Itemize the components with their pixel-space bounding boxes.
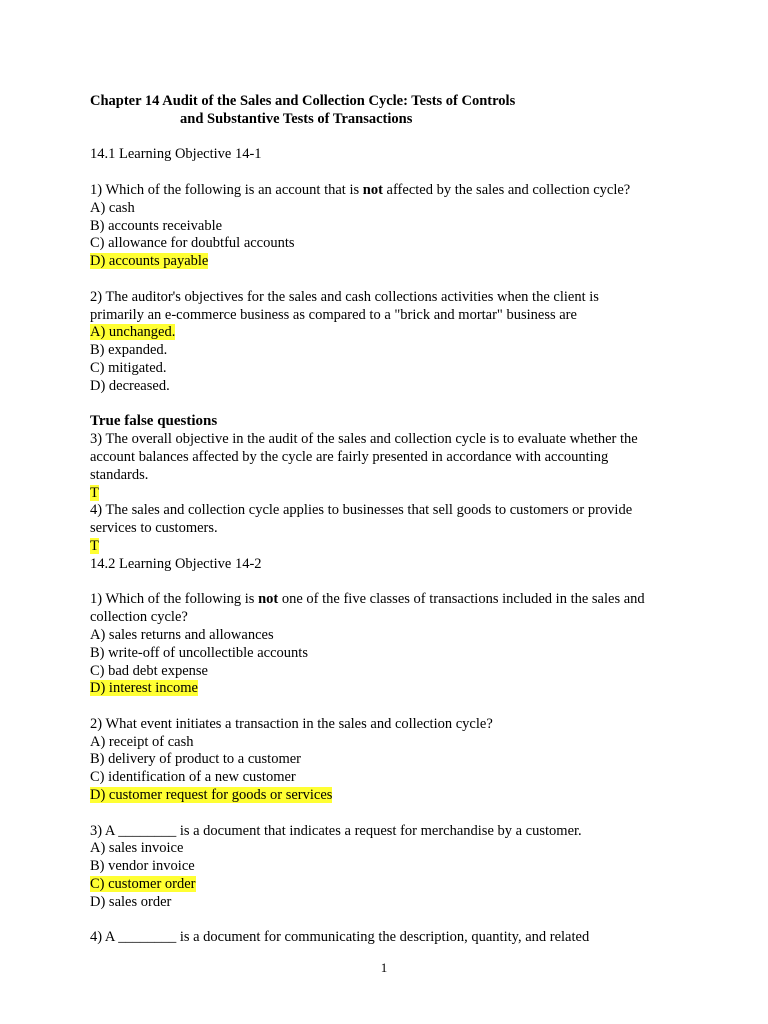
answer-option: B) expanded. xyxy=(90,342,168,359)
emphasis-not: not xyxy=(258,591,279,608)
question-text-part: 1) Which of the following is xyxy=(90,591,259,608)
question-text: collection cycle? xyxy=(90,609,188,626)
learning-objective-14-2-heading: 14.2 Learning Objective 14-2 xyxy=(90,555,262,572)
answer-option: A) sales returns and allowances xyxy=(90,626,274,643)
learning-objective-14-1-heading: 14.1 Learning Objective 14-1 xyxy=(90,146,262,163)
question-text: 4) A ________ is a document for communicating the description, quantity, and related xyxy=(90,929,590,946)
true-false-heading: True false questions xyxy=(90,413,218,430)
question-text: 2) What event initiates a transaction in the sales and collection cycle? xyxy=(90,715,493,732)
answer-option: C) mitigated. xyxy=(90,359,167,376)
answer-option: B) accounts receivable xyxy=(90,217,223,234)
correct-answer-option: D) accounts payable xyxy=(90,253,209,270)
answer-option: C) bad debt expense xyxy=(90,662,208,679)
question-text-part: affected by the sales and collection cycle? xyxy=(382,181,631,198)
chapter-subtitle: and Substantive Tests of Transactions xyxy=(180,110,413,127)
chapter-title-line-1: Chapter 14 Audit of the Sales and Collection Cycle: Tests of Controls xyxy=(90,93,516,109)
true-false-answer: T xyxy=(90,484,99,501)
question-text xyxy=(90,182,690,200)
correct-answer-option: C) customer order xyxy=(90,876,196,893)
answer-option: B) write-off of uncollectible accounts xyxy=(90,644,308,661)
emphasis-not: not xyxy=(362,181,383,198)
answer-option: C) identification of a new customer xyxy=(90,769,296,786)
correct-answer-option: D) interest income xyxy=(90,680,198,697)
question-text: standards. xyxy=(90,466,149,483)
answer-option: A) receipt of cash xyxy=(90,733,194,750)
question-text-part: one of the five classes of transactions included in the sales and xyxy=(278,591,645,608)
question-text: account balances affected by the cycle are fairly presented in accordance with accounting xyxy=(90,448,609,465)
question-text: 2) The auditor's objectives for the sales and cash collections activities when the client is xyxy=(90,288,599,305)
answer-option: B) delivery of product to a customer xyxy=(90,751,301,768)
correct-answer-option: D) customer request for goods or services xyxy=(90,787,333,804)
document-body xyxy=(90,93,690,947)
answer-option: B) vendor invoice xyxy=(90,858,195,875)
true-false-answer: T xyxy=(90,537,99,554)
question-text xyxy=(90,591,690,609)
answer-option: A) cash xyxy=(90,199,135,216)
answer-option: D) decreased. xyxy=(90,377,170,394)
answer-option: C) allowance for doubtful accounts xyxy=(90,235,295,252)
question-text: 3) The overall objective in the audit of the sales and collection cycle is to evaluate whether the xyxy=(90,431,638,448)
answer-option: D) sales order xyxy=(90,893,172,910)
question-text: services to customers. xyxy=(90,520,218,537)
question-text: 3) A ________ is a document that indicates a request for merchandise by a customer. xyxy=(90,822,582,839)
page-number: 1 xyxy=(380,960,388,975)
correct-answer-option: A) unchanged. xyxy=(90,324,176,341)
question-text-part: 1) Which of the following is an account that is xyxy=(90,181,363,198)
question-text: 4) The sales and collection cycle applies to businesses that sell goods to customers or provide xyxy=(90,502,633,519)
question-text: primarily an e-commerce business as compared to a "brick and mortar" business are xyxy=(90,306,577,323)
answer-option: A) sales invoice xyxy=(90,840,184,857)
chapter-title-line-2 xyxy=(90,111,690,129)
